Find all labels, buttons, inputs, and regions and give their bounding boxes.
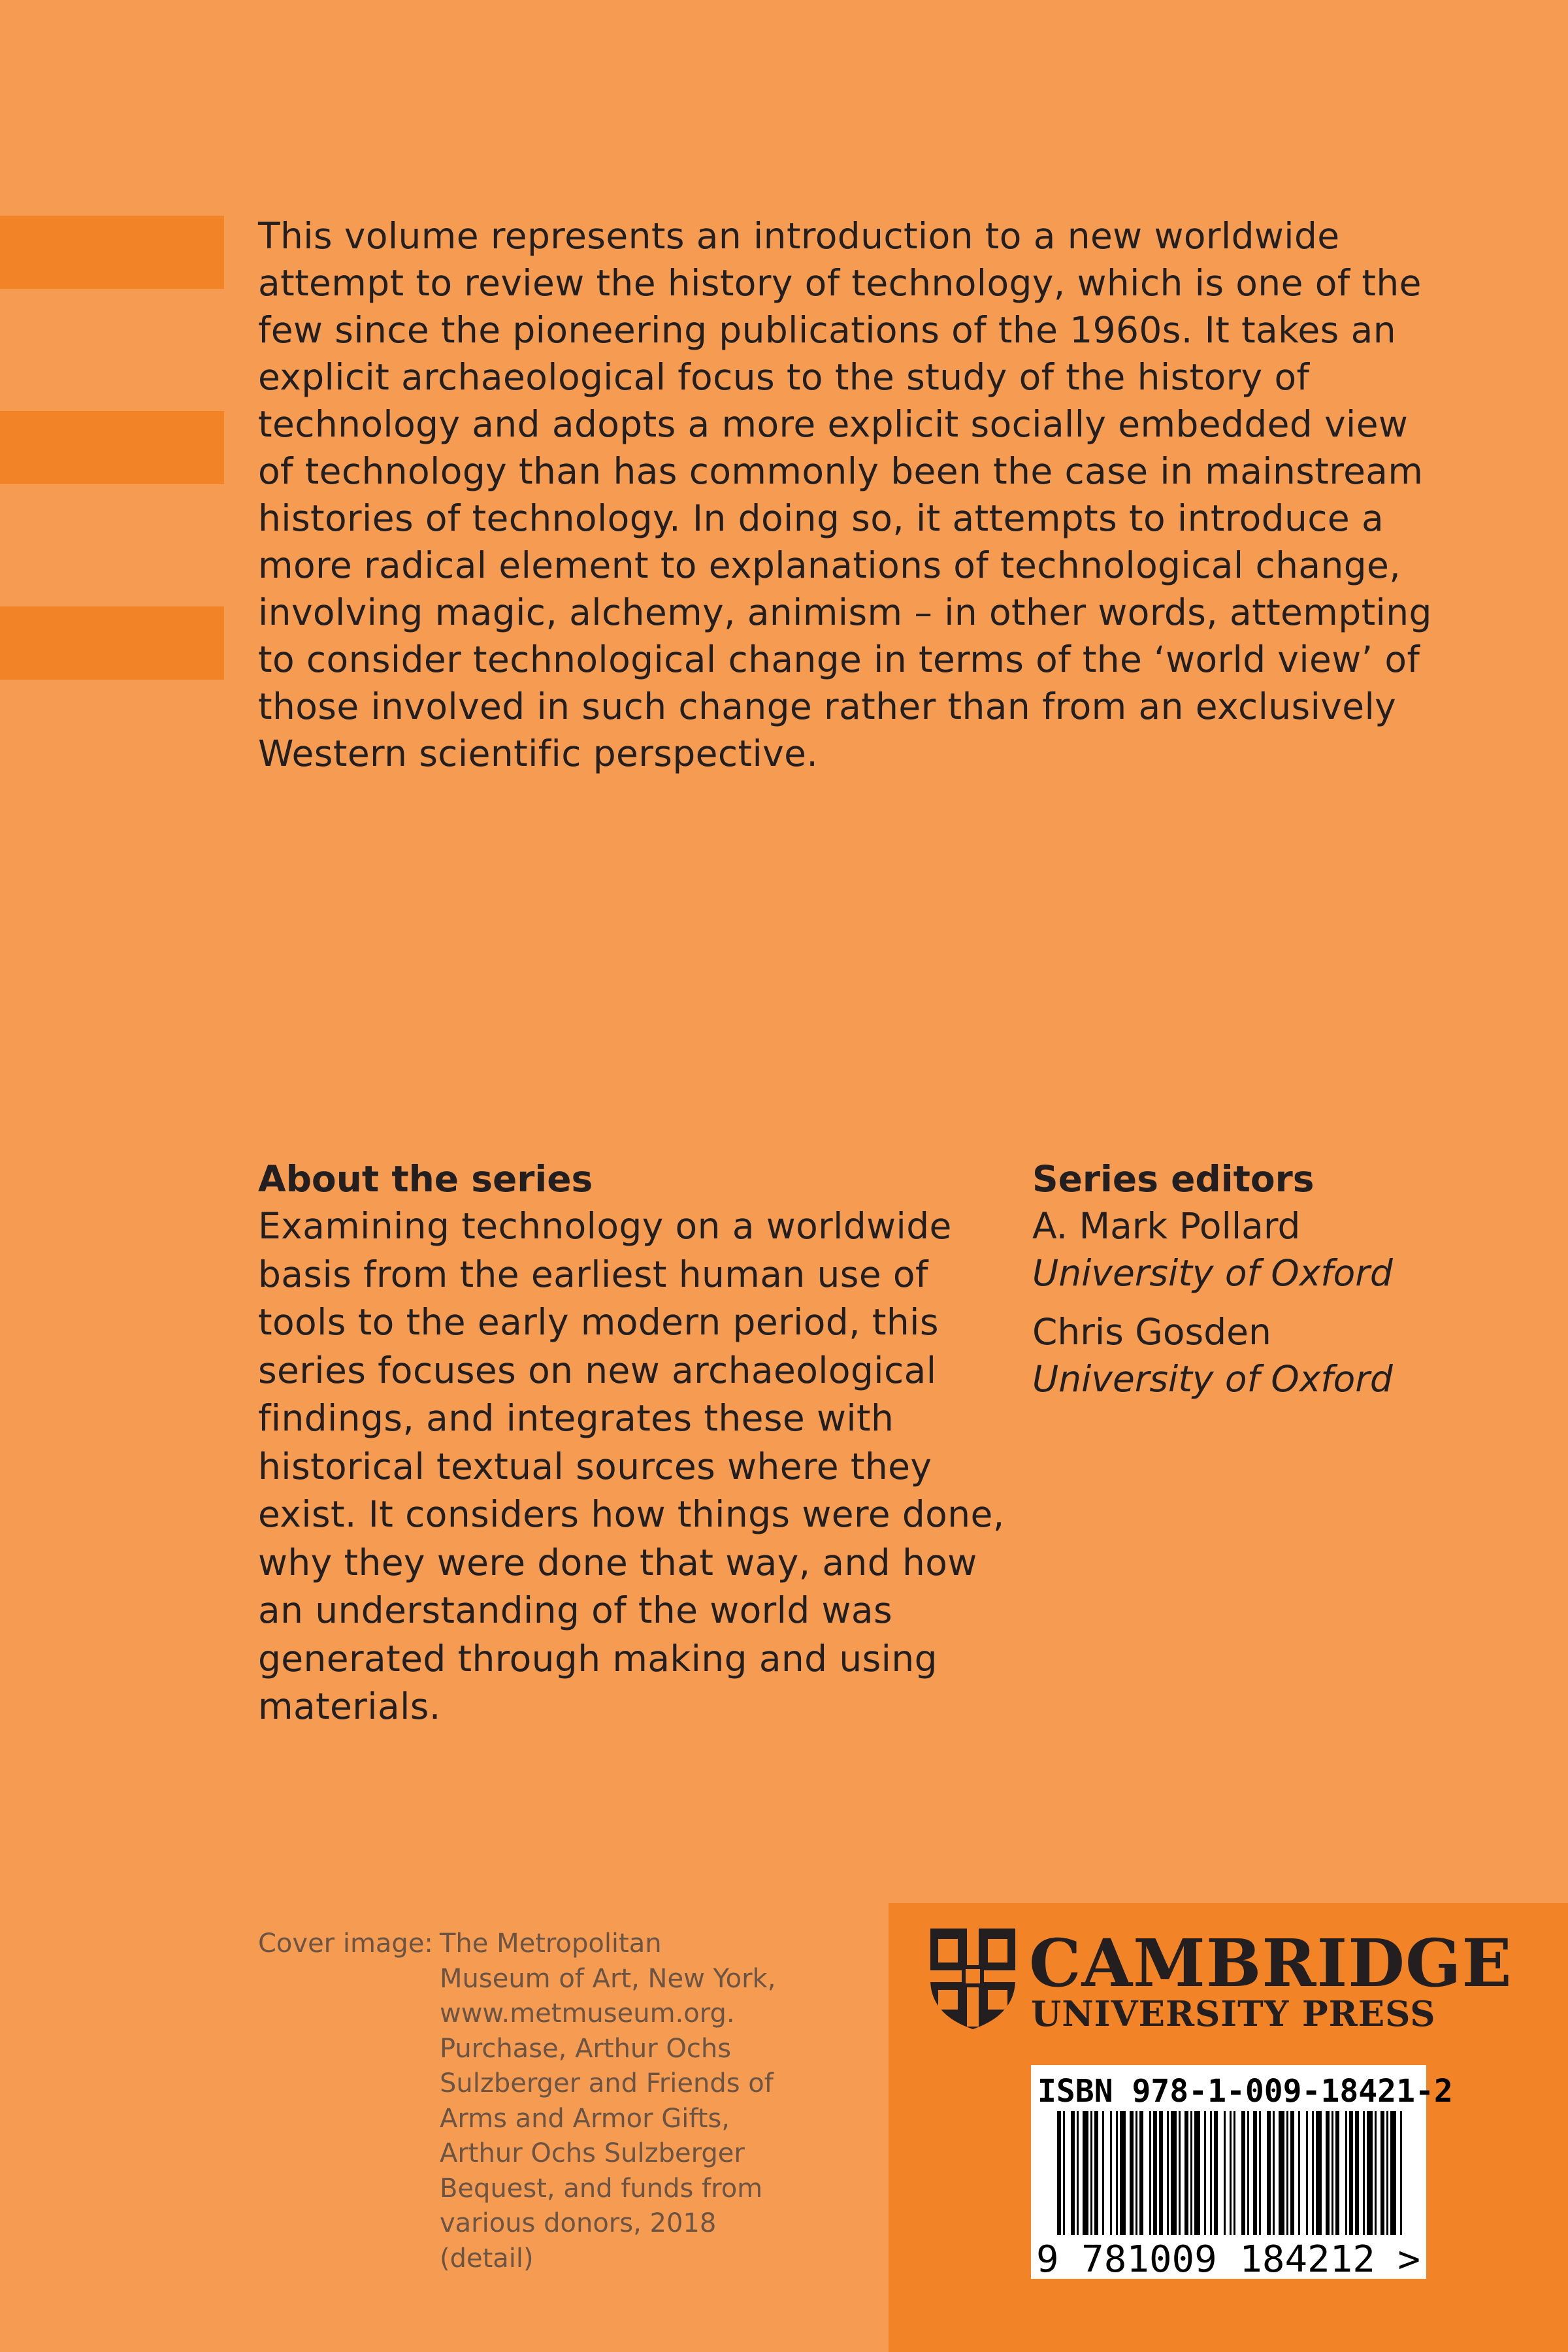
barcode-bar — [1375, 2111, 1377, 2235]
barcode-bar — [1214, 2111, 1218, 2235]
barcode-bar — [1326, 2111, 1330, 2235]
barcode-bar — [1247, 2111, 1249, 2235]
barcode-bar — [1253, 2111, 1257, 2235]
barcode-bar — [1230, 2111, 1232, 2235]
about-series-text: Examining technology on a worldwide basis from the earliest human use of tools to the early modern period, this series focuses on new archaeological findings, and integrates these with historical textual sources where they exist. It considers how things were done, why they were done that way, and how an understanding of the world was generated through making and using materials. — [258, 1205, 1005, 1727]
barcode-bar — [1077, 2111, 1079, 2235]
editor-affiliation: University of Oxford — [1032, 1252, 1393, 1294]
about-series-heading: About the series — [258, 1158, 593, 1200]
publisher-name: CAMBRIDGE — [1029, 1925, 1512, 2002]
credit-label: Cover image: — [258, 1929, 433, 1959]
barcode-bar — [1312, 2111, 1314, 2235]
barcode-bar — [1071, 2111, 1075, 2235]
barcode-bar — [1063, 2111, 1065, 2235]
barcode-bar — [1345, 2111, 1347, 2235]
barcode-bar — [1298, 2111, 1300, 2235]
about-series-section — [258, 1155, 1009, 1731]
decorative-stripe — [0, 411, 224, 484]
cambridge-shield-icon — [928, 1926, 1018, 2030]
editor-entry — [1032, 1202, 1490, 1297]
barcode-bar — [1184, 2111, 1188, 2235]
barcode-bar — [1306, 2111, 1308, 2235]
book-blurb — [258, 212, 1447, 777]
barcode-bar — [1120, 2111, 1126, 2235]
barcode-bar — [1090, 2111, 1092, 2235]
isbn-label: ISBN 978-1-009-18421-2 — [1037, 2073, 1453, 2110]
barcode-bar — [1110, 2111, 1112, 2235]
barcode-bar — [1149, 2111, 1151, 2235]
barcode-bar — [1355, 2111, 1359, 2235]
barcode-bar — [1286, 2111, 1288, 2235]
decorative-stripe — [0, 606, 224, 680]
editor-name: A. Mark Pollard — [1032, 1205, 1301, 1247]
barcode-bar — [1224, 2111, 1226, 2235]
decorative-stripe — [0, 216, 224, 289]
isbn-barcode — [1031, 2065, 1453, 2279]
publisher-panel — [889, 1903, 1568, 2352]
barcode-bar — [1135, 2111, 1137, 2235]
barcode-bar — [1083, 2111, 1088, 2235]
barcode-bar — [1153, 2111, 1157, 2235]
barcode-bar — [1367, 2111, 1373, 2235]
barcode-bar — [1139, 2111, 1143, 2235]
barcode-bar — [1102, 2111, 1104, 2235]
barcode-bar — [1233, 2111, 1235, 2235]
barcode-bar — [1390, 2111, 1396, 2235]
barcode-bar — [1204, 2111, 1206, 2235]
barcode-bar — [1259, 2111, 1261, 2235]
barcode-bar — [1363, 2111, 1365, 2235]
barcode-bar — [1386, 2111, 1388, 2235]
barcode-bar — [1290, 2111, 1294, 2235]
barcode-bar — [1167, 2111, 1169, 2235]
editor-affiliation: University of Oxford — [1032, 1358, 1393, 1400]
barcode-graphic — [1031, 2111, 1426, 2279]
barcode-bar — [1194, 2111, 1200, 2235]
editor-entry — [1032, 1308, 1490, 1402]
series-editors-heading: Series editors — [1032, 1158, 1315, 1200]
barcode-bar — [1279, 2111, 1284, 2235]
barcode-bar — [1241, 2111, 1245, 2235]
barcode-bar — [1349, 2111, 1353, 2235]
barcode-bar — [1116, 2111, 1118, 2235]
barcode-bar — [1267, 2111, 1271, 2235]
barcode-bar — [1094, 2111, 1098, 2235]
barcode-bar — [1057, 2111, 1061, 2235]
barcode-digits: 9 781009 184212 > — [1036, 2238, 1420, 2279]
editor-name: Chris Gosden — [1032, 1311, 1271, 1353]
blurb-text: This volume represents an introduction to a new worldwide attempt to review the history of technology, which is one of the few since the pioneering publications of the 1960s. It takes an explicit archaeological focus to the study of the history of technology and adopts a more explicit socially embedded view of technology than has commonly been the case in mainstream histories of technology. In doing so, it attempts to introduce a more radical element to explanations of technological change, involving magic, alchemy, animism – in other words, attempting to consider technological change in terms of the ‘world view’ of those involved in such change rather than from an exclusively Western scientific perspective. — [258, 215, 1432, 774]
barcode-bar — [1380, 2111, 1384, 2235]
series-editors-section — [1032, 1155, 1490, 1402]
barcode-bar — [1316, 2111, 1322, 2235]
barcode-bar — [1331, 2111, 1333, 2235]
barcode-bar — [1159, 2111, 1163, 2235]
barcode-bar — [1335, 2111, 1339, 2235]
credit-text: The Metropolitan Museum of Art, New York, www.metmuseum.org. Purchase, Arthur Ochs Sulzberger and Friends of Arms and Armor Gifts, Arthur Ochs Sulzberger Bequest, and funds from various donors, 2018 (detail) — [440, 1929, 776, 2274]
barcode-bar — [1179, 2111, 1181, 2235]
barcode-bar — [1273, 2111, 1275, 2235]
barcode-bar — [1210, 2111, 1212, 2235]
barcode-bar — [1171, 2111, 1177, 2235]
barcode-bar — [1400, 2111, 1402, 2235]
barcode-bar — [1190, 2111, 1192, 2235]
publisher-subname: UNIVERSITY PRESS — [1031, 1994, 1436, 2034]
barcode-bar — [1130, 2111, 1134, 2235]
